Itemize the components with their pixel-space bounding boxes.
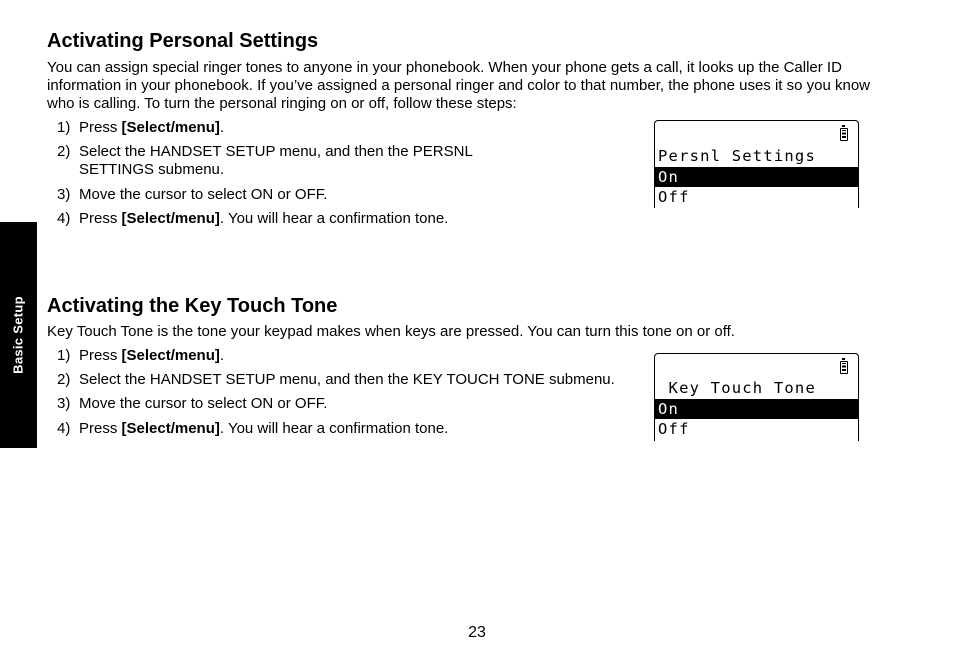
page-number: 23: [468, 624, 486, 641]
side-tab: [0, 222, 37, 448]
step: 2) Select the HANDSET SETUP menu, and then the PERSNL SETTINGS submenu.: [57, 143, 473, 179]
section1-intro: You can assign special ringer tones to anyone in your phonebook. When your phone gets a call, it looks up the Caller ID information in your phonebook. If you’ve assigned a personal ringer and color to that number, the phone uses it so you know who is calling. To turn the personal ringing on or off, follow these steps:: [47, 59, 871, 113]
lcd-option-on: On: [655, 399, 858, 419]
lcd-screen-personal-settings: [654, 120, 859, 208]
step: 1) Press [Select/menu].: [57, 119, 225, 136]
section1-steps: [57, 119, 527, 234]
section2-steps: [57, 347, 617, 444]
lcd-title: Persnl Settings: [658, 147, 816, 165]
lcd-title: Key Touch Tone: [658, 379, 816, 397]
lcd-option-on: On: [655, 167, 858, 187]
section2-title: Activating the Key Touch Tone: [47, 295, 338, 317]
section1-title: Activating Personal Settings: [47, 30, 319, 52]
battery-icon: [840, 128, 848, 141]
step: 3) Move the cursor to select ON or OFF.: [57, 185, 328, 203]
lcd-option-off: Off: [658, 420, 690, 438]
step: 4) Press [Select/menu]. You will hear a confirmation tone.: [57, 209, 449, 227]
lcd-option-off: Off: [658, 188, 690, 206]
step: 2) Select the HANDSET SETUP menu, and then the KEY TOUCH TONE submenu.: [57, 371, 615, 389]
step: 4) Press [Select/menu]. You will hear a confirmation tone.: [57, 419, 449, 437]
step: 3) Move the cursor to select ON or OFF.: [57, 395, 328, 413]
step: 1) Press [Select/menu].: [57, 347, 225, 364]
battery-icon: [840, 361, 848, 374]
section2-intro: Key Touch Tone is the tone your keypad makes when keys are pressed. You can turn this tone on or off.: [47, 323, 735, 340]
side-tab-label: Basic Setup: [10, 296, 26, 374]
lcd-screen-key-touch-tone: [654, 353, 859, 441]
